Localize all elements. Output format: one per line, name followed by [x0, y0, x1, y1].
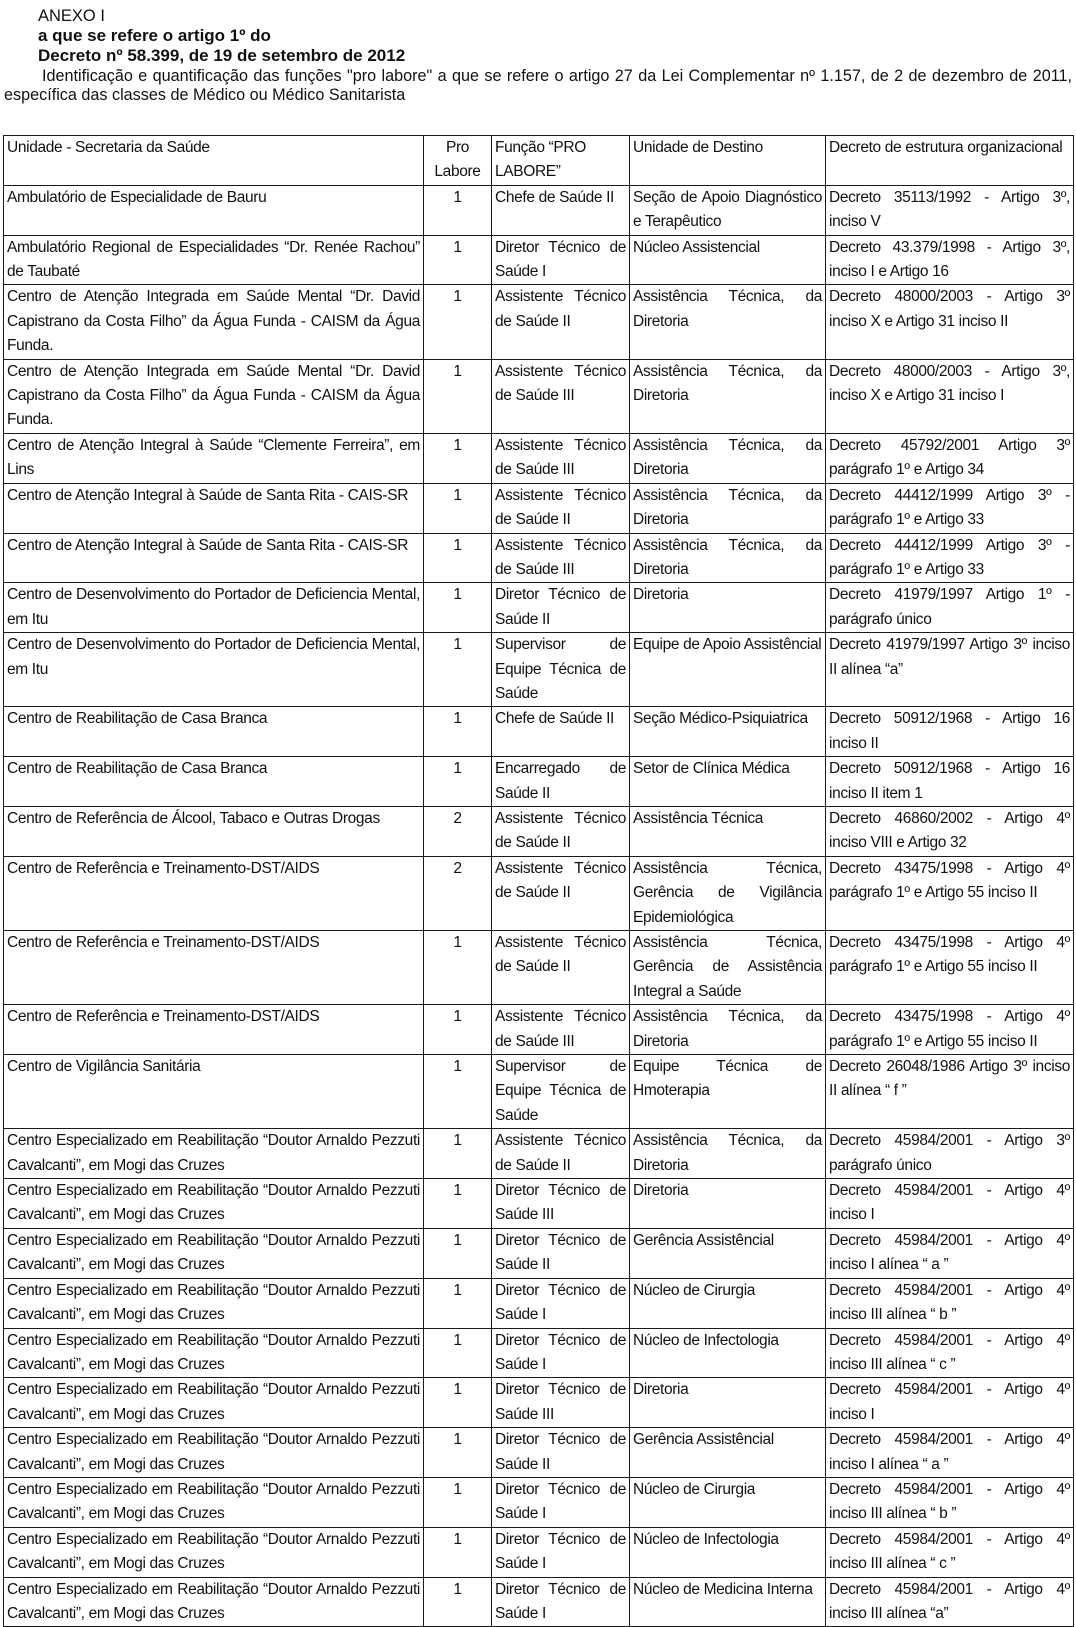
table-row [4, 285, 1074, 359]
cell-unidade: Centro Especializado em Reabilitação “Doutor Arnaldo Pezzuti Cavalcanti”, em Mogi das Cruzes [4, 1577, 424, 1627]
cell-funcao: Diretor Técnico de Saúde III [492, 1378, 630, 1428]
cell-quantidade: 1 [424, 285, 492, 359]
table-row [4, 633, 1074, 707]
cell-unidade: Centro Especializado em Reabilitação “Doutor Arnaldo Pezzuti Cavalcanti”, em Mogi das Cruzes [4, 1477, 424, 1527]
cell-quantidade: 1 [424, 359, 492, 433]
cell-destino: Núcleo de Cirurgia [630, 1278, 826, 1328]
cell-unidade: Centro de Atenção Integral à Saúde “Clemente Ferreira”, em Lins [4, 433, 424, 483]
cell-funcao: Diretor Técnico de Saúde III [492, 1179, 630, 1229]
cell-unidade: Centro Especializado em Reabilitação “Doutor Arnaldo Pezzuti Cavalcanti”, em Mogi das Cruzes [4, 1179, 424, 1229]
cell-quantidade: 1 [424, 185, 492, 235]
cell-decreto: Decreto 43475/1998 - Artigo 4º parágrafo 1º e Artigo 55 inciso II [826, 856, 1074, 930]
table-row [4, 1055, 1074, 1129]
table-header-row [4, 136, 1074, 186]
cell-unidade: Ambulatório Regional de Especialidades “Dr. Renée Rachou” de Taubaté [4, 235, 424, 285]
cell-destino: Assistência Técnica, da Diretoria [630, 433, 826, 483]
table-row [4, 1328, 1074, 1378]
table-row [4, 1577, 1074, 1627]
cell-funcao: Assistente Técnico de Saúde II [492, 285, 630, 359]
cell-decreto: Decreto 45984/2001 - Artigo 4º inciso III alínea “ b ” [826, 1278, 1074, 1328]
cell-quantidade: 1 [424, 1577, 492, 1627]
cell-destino: Equipe de Apoio Assistêncial [630, 633, 826, 707]
cell-unidade: Ambulatório de Especialidade de Bauru [4, 185, 424, 235]
cell-quantidade: 1 [424, 533, 492, 583]
table-row [4, 806, 1074, 856]
table-row [4, 235, 1074, 285]
cell-funcao: Assistente Técnico de Saúde II [492, 931, 630, 1005]
cell-funcao: Chefe de Saúde II [492, 707, 630, 757]
cell-funcao: Encarregado de Saúde II [492, 757, 630, 807]
table-row [4, 1129, 1074, 1179]
cell-quantidade: 1 [424, 583, 492, 633]
cell-destino: Gerência Assistêncial [630, 1428, 826, 1478]
cell-decreto: Decreto 45984/2001 - Artigo 4º inciso I [826, 1378, 1074, 1428]
cell-funcao: Diretor Técnico de Saúde I [492, 235, 630, 285]
cell-quantidade: 1 [424, 1278, 492, 1328]
cell-destino: Assistência Técnica, da Diretoria [630, 483, 826, 533]
cell-funcao: Diretor Técnico de Saúde I [492, 1278, 630, 1328]
cell-decreto: Decreto 48000/2003 - Artigo 3º inciso X e Artigo 31 inciso II [826, 285, 1074, 359]
cell-decreto: Decreto 45984/2001 - Artigo 4º inciso III alínea “ c ” [826, 1328, 1074, 1378]
cell-funcao: Diretor Técnico de Saúde II [492, 1428, 630, 1478]
cell-destino: Núcleo Assistencial [630, 235, 826, 285]
cell-destino: Equipe Técnica de Hmoterapia [630, 1055, 826, 1129]
cell-quantidade: 1 [424, 1228, 492, 1278]
cell-quantidade: 1 [424, 235, 492, 285]
cell-decreto: Decreto 26048/1986 Artigo 3º inciso II alínea “ f ” [826, 1055, 1074, 1129]
cell-funcao: Assistente Técnico de Saúde III [492, 359, 630, 433]
cell-decreto: Decreto 45984/2001 - Artigo 4º inciso I [826, 1179, 1074, 1229]
table-row [4, 359, 1074, 433]
cell-funcao: Assistente Técnico de Saúde III [492, 1005, 630, 1055]
cell-quantidade: 1 [424, 1428, 492, 1478]
cell-decreto: Decreto 48000/2003 - Artigo 3º, inciso X e Artigo 31 inciso I [826, 359, 1074, 433]
cell-funcao: Assistente Técnico de Saúde II [492, 1129, 630, 1179]
cell-unidade: Centro de Referência e Treinamento-DST/AIDS [4, 856, 424, 930]
cell-decreto: Decreto 45984/2001 - Artigo 4º inciso III alínea “ c ” [826, 1527, 1074, 1577]
column-header-funcao: Função “PRO LABORE” [492, 136, 630, 186]
cell-destino: Assistência Técnica, da Diretoria [630, 359, 826, 433]
cell-funcao: Diretor Técnico de Saúde II [492, 583, 630, 633]
cell-decreto: Decreto 45792/2001 Artigo 3º parágrafo 1º e Artigo 34 [826, 433, 1074, 483]
reference-line-1: a que se refere o artigo 1º do [38, 26, 271, 45]
pro-labore-table [3, 135, 1074, 1627]
cell-decreto: Decreto 50912/1968 - Artigo 16 inciso II item 1 [826, 757, 1074, 807]
cell-destino: Seção Médico-Psiquiatrica [630, 707, 826, 757]
cell-quantidade: 1 [424, 1477, 492, 1527]
cell-funcao: Chefe de Saúde II [492, 185, 630, 235]
cell-unidade: Centro Especializado em Reabilitação “Doutor Arnaldo Pezzuti Cavalcanti”, em Mogi das Cruzes [4, 1328, 424, 1378]
cell-quantidade: 1 [424, 483, 492, 533]
intro-paragraph: Identificação e quantificação das funções "pro labore" a que se refere o artigo 27 da Lei Complementar nº 1.157, de 2 de dezembro de 2011, específica das classes de Médico ou Médico Sanitarista [4, 67, 1072, 104]
cell-destino: Gerência Assistêncial [630, 1228, 826, 1278]
cell-unidade: Centro de Referência e Treinamento-DST/AIDS [4, 931, 424, 1005]
cell-quantidade: 2 [424, 806, 492, 856]
cell-unidade: Centro Especializado em Reabilitação “Doutor Arnaldo Pezzuti Cavalcanti”, em Mogi das Cruzes [4, 1278, 424, 1328]
cell-destino: Assistência Técnica, da Diretoria [630, 533, 826, 583]
cell-unidade: Centro de Atenção Integrada em Saúde Mental “Dr. David Capistrano da Costa Filho” da Água Funda - CAISM da Água Funda. [4, 359, 424, 433]
table-row [4, 1378, 1074, 1428]
table-row [4, 1477, 1074, 1527]
cell-unidade: Centro de Referência de Álcool, Tabaco e Outras Drogas [4, 806, 424, 856]
table-row [4, 1527, 1074, 1577]
cell-unidade: Centro Especializado em Reabilitação “Doutor Arnaldo Pezzuti Cavalcanti”, em Mogi das Cruzes [4, 1527, 424, 1577]
cell-decreto: Decreto 41979/1997 Artigo 1º - parágrafo único [826, 583, 1074, 633]
annex-title: ANEXO I [38, 7, 105, 25]
cell-funcao: Supervisor de Equipe Técnica de Saúde [492, 633, 630, 707]
cell-unidade: Centro de Atenção Integral à Saúde de Santa Rita - CAIS-SR [4, 483, 424, 533]
table-row [4, 583, 1074, 633]
cell-unidade: Centro de Referência e Treinamento-DST/AIDS [4, 1005, 424, 1055]
table-row [4, 1428, 1074, 1478]
cell-decreto: Decreto 45984/2001 - Artigo 4º inciso I alínea “ a ” [826, 1428, 1074, 1478]
cell-unidade: Centro de Desenvolvimento do Portador de Deficiencia Mental, em Itu [4, 583, 424, 633]
table-row [4, 1228, 1074, 1278]
cell-decreto: Decreto 46860/2002 - Artigo 4º inciso VIII e Artigo 32 [826, 806, 1074, 856]
cell-decreto: Decreto 45984/2001 - Artigo 4º inciso III alínea “a” [826, 1577, 1074, 1627]
cell-decreto: Decreto 41979/1997 Artigo 3º inciso II alínea “a” [826, 633, 1074, 707]
cell-quantidade: 1 [424, 757, 492, 807]
cell-destino: Assistência Técnica, da Diretoria [630, 1129, 826, 1179]
cell-funcao: Assistente Técnico de Saúde III [492, 433, 630, 483]
cell-destino: Assistência Técnica, Gerência de Assistência Integral a Saúde [630, 931, 826, 1005]
cell-quantidade: 2 [424, 856, 492, 930]
cell-decreto: Decreto 44412/1999 Artigo 3º - parágrafo 1º e Artigo 33 [826, 483, 1074, 533]
cell-decreto: Decreto 50912/1968 - Artigo 16 inciso II [826, 707, 1074, 757]
cell-quantidade: 1 [424, 1527, 492, 1577]
cell-destino: Assistência Técnica, Gerência de Vigilância Epidemiológica [630, 856, 826, 930]
cell-funcao: Diretor Técnico de Saúde I [492, 1477, 630, 1527]
table-row [4, 483, 1074, 533]
cell-funcao: Assistente Técnico de Saúde II [492, 856, 630, 930]
cell-funcao: Diretor Técnico de Saúde I [492, 1527, 630, 1577]
cell-decreto: Decreto 35113/1992 - Artigo 3º, inciso V [826, 185, 1074, 235]
cell-quantidade: 1 [424, 1129, 492, 1179]
cell-decreto: Decreto 45984/2001 - Artigo 4º inciso III alínea “ b ” [826, 1477, 1074, 1527]
cell-quantidade: 1 [424, 931, 492, 1005]
cell-funcao: Diretor Técnico de Saúde I [492, 1328, 630, 1378]
cell-destino: Núcleo de Infectologia [630, 1527, 826, 1577]
cell-unidade: Centro de Atenção Integral à Saúde de Santa Rita - CAIS-SR [4, 533, 424, 583]
column-header-decreto: Decreto de estrutura organizacional [826, 136, 1074, 186]
cell-destino: Assistência Técnica, da Diretoria [630, 1005, 826, 1055]
cell-destino: Núcleo de Infectologia [630, 1328, 826, 1378]
cell-unidade: Centro de Reabilitação de Casa Branca [4, 707, 424, 757]
cell-funcao: Diretor Técnico de Saúde I [492, 1577, 630, 1627]
cell-unidade: Centro de Atenção Integrada em Saúde Mental “Dr. David Capistrano da Costa Filho” da Água Funda - CAISM da Água Funda. [4, 285, 424, 359]
cell-funcao: Diretor Técnico de Saúde II [492, 1228, 630, 1278]
cell-decreto: Decreto 45984/2001 - Artigo 3º parágrafo único [826, 1129, 1074, 1179]
table-row [4, 1005, 1074, 1055]
cell-destino: Diretoria [630, 583, 826, 633]
table-row [4, 185, 1074, 235]
table-row [4, 1179, 1074, 1229]
cell-unidade: Centro Especializado em Reabilitação “Doutor Arnaldo Pezzuti Cavalcanti”, em Mogi das Cruzes [4, 1378, 424, 1428]
cell-quantidade: 1 [424, 633, 492, 707]
cell-funcao: Assistente Técnico de Saúde II [492, 483, 630, 533]
cell-decreto: Decreto 43475/1998 - Artigo 4º parágrafo 1º e Artigo 55 inciso II [826, 1005, 1074, 1055]
table-row [4, 856, 1074, 930]
column-header-unidade: Unidade - Secretaria da Saúde [4, 136, 424, 186]
cell-destino: Diretoria [630, 1179, 826, 1229]
table-row [4, 1278, 1074, 1328]
cell-destino: Assistência Técnica [630, 806, 826, 856]
cell-unidade: Centro de Vigilância Sanitária [4, 1055, 424, 1129]
cell-quantidade: 1 [424, 707, 492, 757]
table-row [4, 757, 1074, 807]
cell-unidade: Centro Especializado em Reabilitação “Doutor Arnaldo Pezzuti Cavalcanti”, em Mogi das Cruzes [4, 1228, 424, 1278]
cell-decreto: Decreto 45984/2001 - Artigo 4º inciso I alínea “ a ” [826, 1228, 1074, 1278]
table-row [4, 533, 1074, 583]
cell-unidade: Centro de Reabilitação de Casa Branca [4, 757, 424, 807]
cell-unidade: Centro Especializado em Reabilitação “Doutor Arnaldo Pezzuti Cavalcanti”, em Mogi das Cruzes [4, 1129, 424, 1179]
cell-unidade: Centro Especializado em Reabilitação “Doutor Arnaldo Pezzuti Cavalcanti”, em Mogi das Cruzes [4, 1428, 424, 1478]
cell-funcao: Supervisor de Equipe Técnica de Saúde [492, 1055, 630, 1129]
cell-decreto: Decreto 44412/1999 Artigo 3º - parágrafo 1º e Artigo 33 [826, 533, 1074, 583]
cell-quantidade: 1 [424, 1005, 492, 1055]
cell-decreto: Decreto 43.379/1998 - Artigo 3º, inciso I e Artigo 16 [826, 235, 1074, 285]
cell-funcao: Assistente Técnico de Saúde II [492, 806, 630, 856]
cell-quantidade: 1 [424, 433, 492, 483]
table-row [4, 931, 1074, 1005]
table-body [4, 185, 1074, 1627]
cell-destino: Núcleo de Cirurgia [630, 1477, 826, 1527]
column-header-pro-labore: Pro Labore [424, 136, 492, 186]
reference-line-2: Decreto nº 58.399, de 19 de setembro de 2012 [38, 46, 406, 65]
cell-destino: Diretoria [630, 1378, 826, 1428]
cell-funcao: Assistente Técnico de Saúde III [492, 533, 630, 583]
column-header-destino: Unidade de Destino [630, 136, 826, 186]
cell-unidade: Centro de Desenvolvimento do Portador de Deficiencia Mental, em Itu [4, 633, 424, 707]
table-row [4, 707, 1074, 757]
cell-quantidade: 1 [424, 1378, 492, 1428]
cell-quantidade: 1 [424, 1055, 492, 1129]
cell-destino: Assistência Técnica, da Diretoria [630, 285, 826, 359]
cell-destino: Setor de Clínica Médica [630, 757, 826, 807]
cell-quantidade: 1 [424, 1328, 492, 1378]
table-row [4, 433, 1074, 483]
document-header [0, 6, 1076, 105]
cell-quantidade: 1 [424, 1179, 492, 1229]
cell-decreto: Decreto 43475/1998 - Artigo 4º parágrafo 1º e Artigo 55 inciso II [826, 931, 1074, 1005]
cell-destino: Seção de Apoio Diagnóstico e Terapêutico [630, 185, 826, 235]
cell-destino: Núcleo de Medicina Interna [630, 1577, 826, 1627]
